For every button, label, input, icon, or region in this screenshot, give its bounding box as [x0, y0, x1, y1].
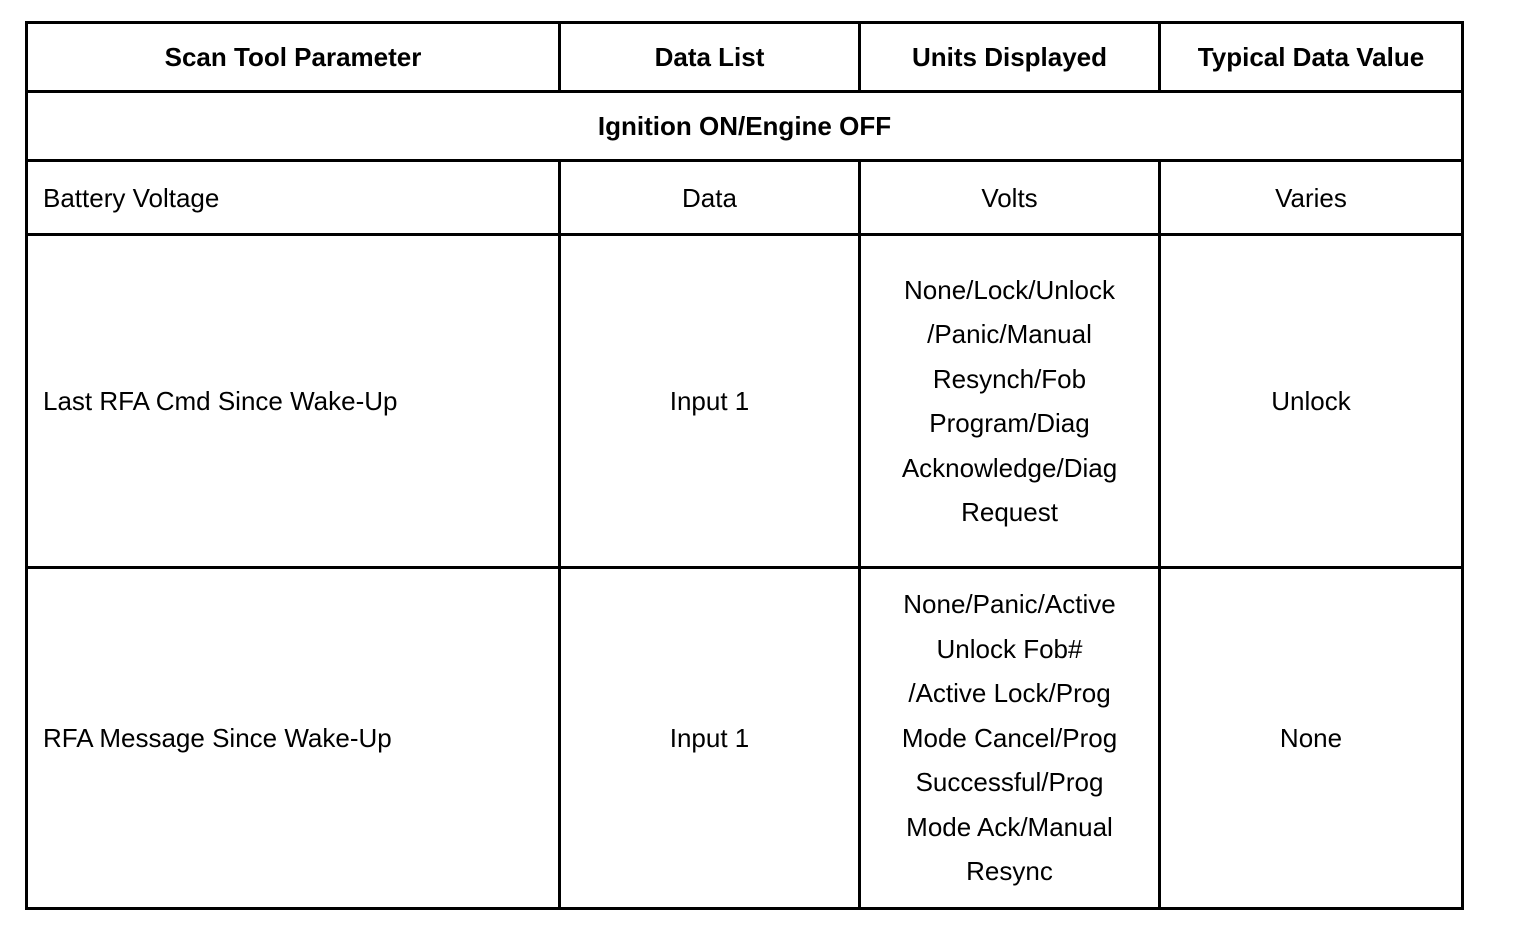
- section-title: Ignition ON/Engine OFF: [27, 92, 1463, 161]
- cell-data-list: Data: [560, 161, 860, 235]
- units-line: Acknowledge/Diag: [901, 452, 1118, 483]
- header-data-list: Data List: [560, 23, 860, 92]
- units-line: Volts: [981, 182, 1038, 213]
- header-units-displayed: Units Displayed: [860, 23, 1160, 92]
- cell-units: [860, 235, 1160, 568]
- units-line: Unlock Fob#: [936, 633, 1083, 664]
- cell-typical-value: None: [1160, 568, 1463, 909]
- cell-parameter: Battery Voltage: [27, 161, 560, 235]
- section-row: [27, 92, 1463, 161]
- header-typical-data-value: Typical Data Value: [1160, 23, 1463, 92]
- units-line: Resync: [966, 856, 1053, 887]
- table-row: [27, 235, 1463, 568]
- scan-tool-data-table: [25, 21, 1464, 910]
- cell-typical-value: Varies: [1160, 161, 1463, 235]
- units-line: Resynch/Fob: [932, 363, 1087, 394]
- table-row: [27, 161, 1463, 235]
- table-row: [27, 568, 1463, 909]
- cell-units: [860, 568, 1160, 909]
- units-line: /Panic/Manual: [927, 319, 1092, 349]
- cell-parameter: RFA Message Since Wake-Up: [27, 568, 560, 909]
- units-line: None/Lock/Unlock: [904, 274, 1115, 305]
- units-line: Program/Diag: [929, 408, 1090, 438]
- cell-typical-value: Unlock: [1160, 235, 1463, 568]
- units-line: Request: [961, 497, 1058, 527]
- header-scan-tool-parameter: Scan Tool Parameter: [27, 23, 560, 92]
- cell-data-list: Input 1: [560, 235, 860, 568]
- table-header-row: [27, 23, 1463, 92]
- units-line: None/Panic/Active: [903, 589, 1116, 620]
- cell-parameter: Last RFA Cmd Since Wake-Up: [27, 235, 560, 568]
- units-line: Mode Cancel/Prog: [901, 722, 1118, 753]
- units-line: /Active Lock/Prog: [908, 678, 1111, 709]
- units-line: Mode Ack/Manual: [906, 811, 1113, 842]
- units-line: Successful/Prog: [915, 767, 1104, 798]
- cell-units: [860, 161, 1160, 235]
- cell-data-list: Input 1: [560, 568, 860, 909]
